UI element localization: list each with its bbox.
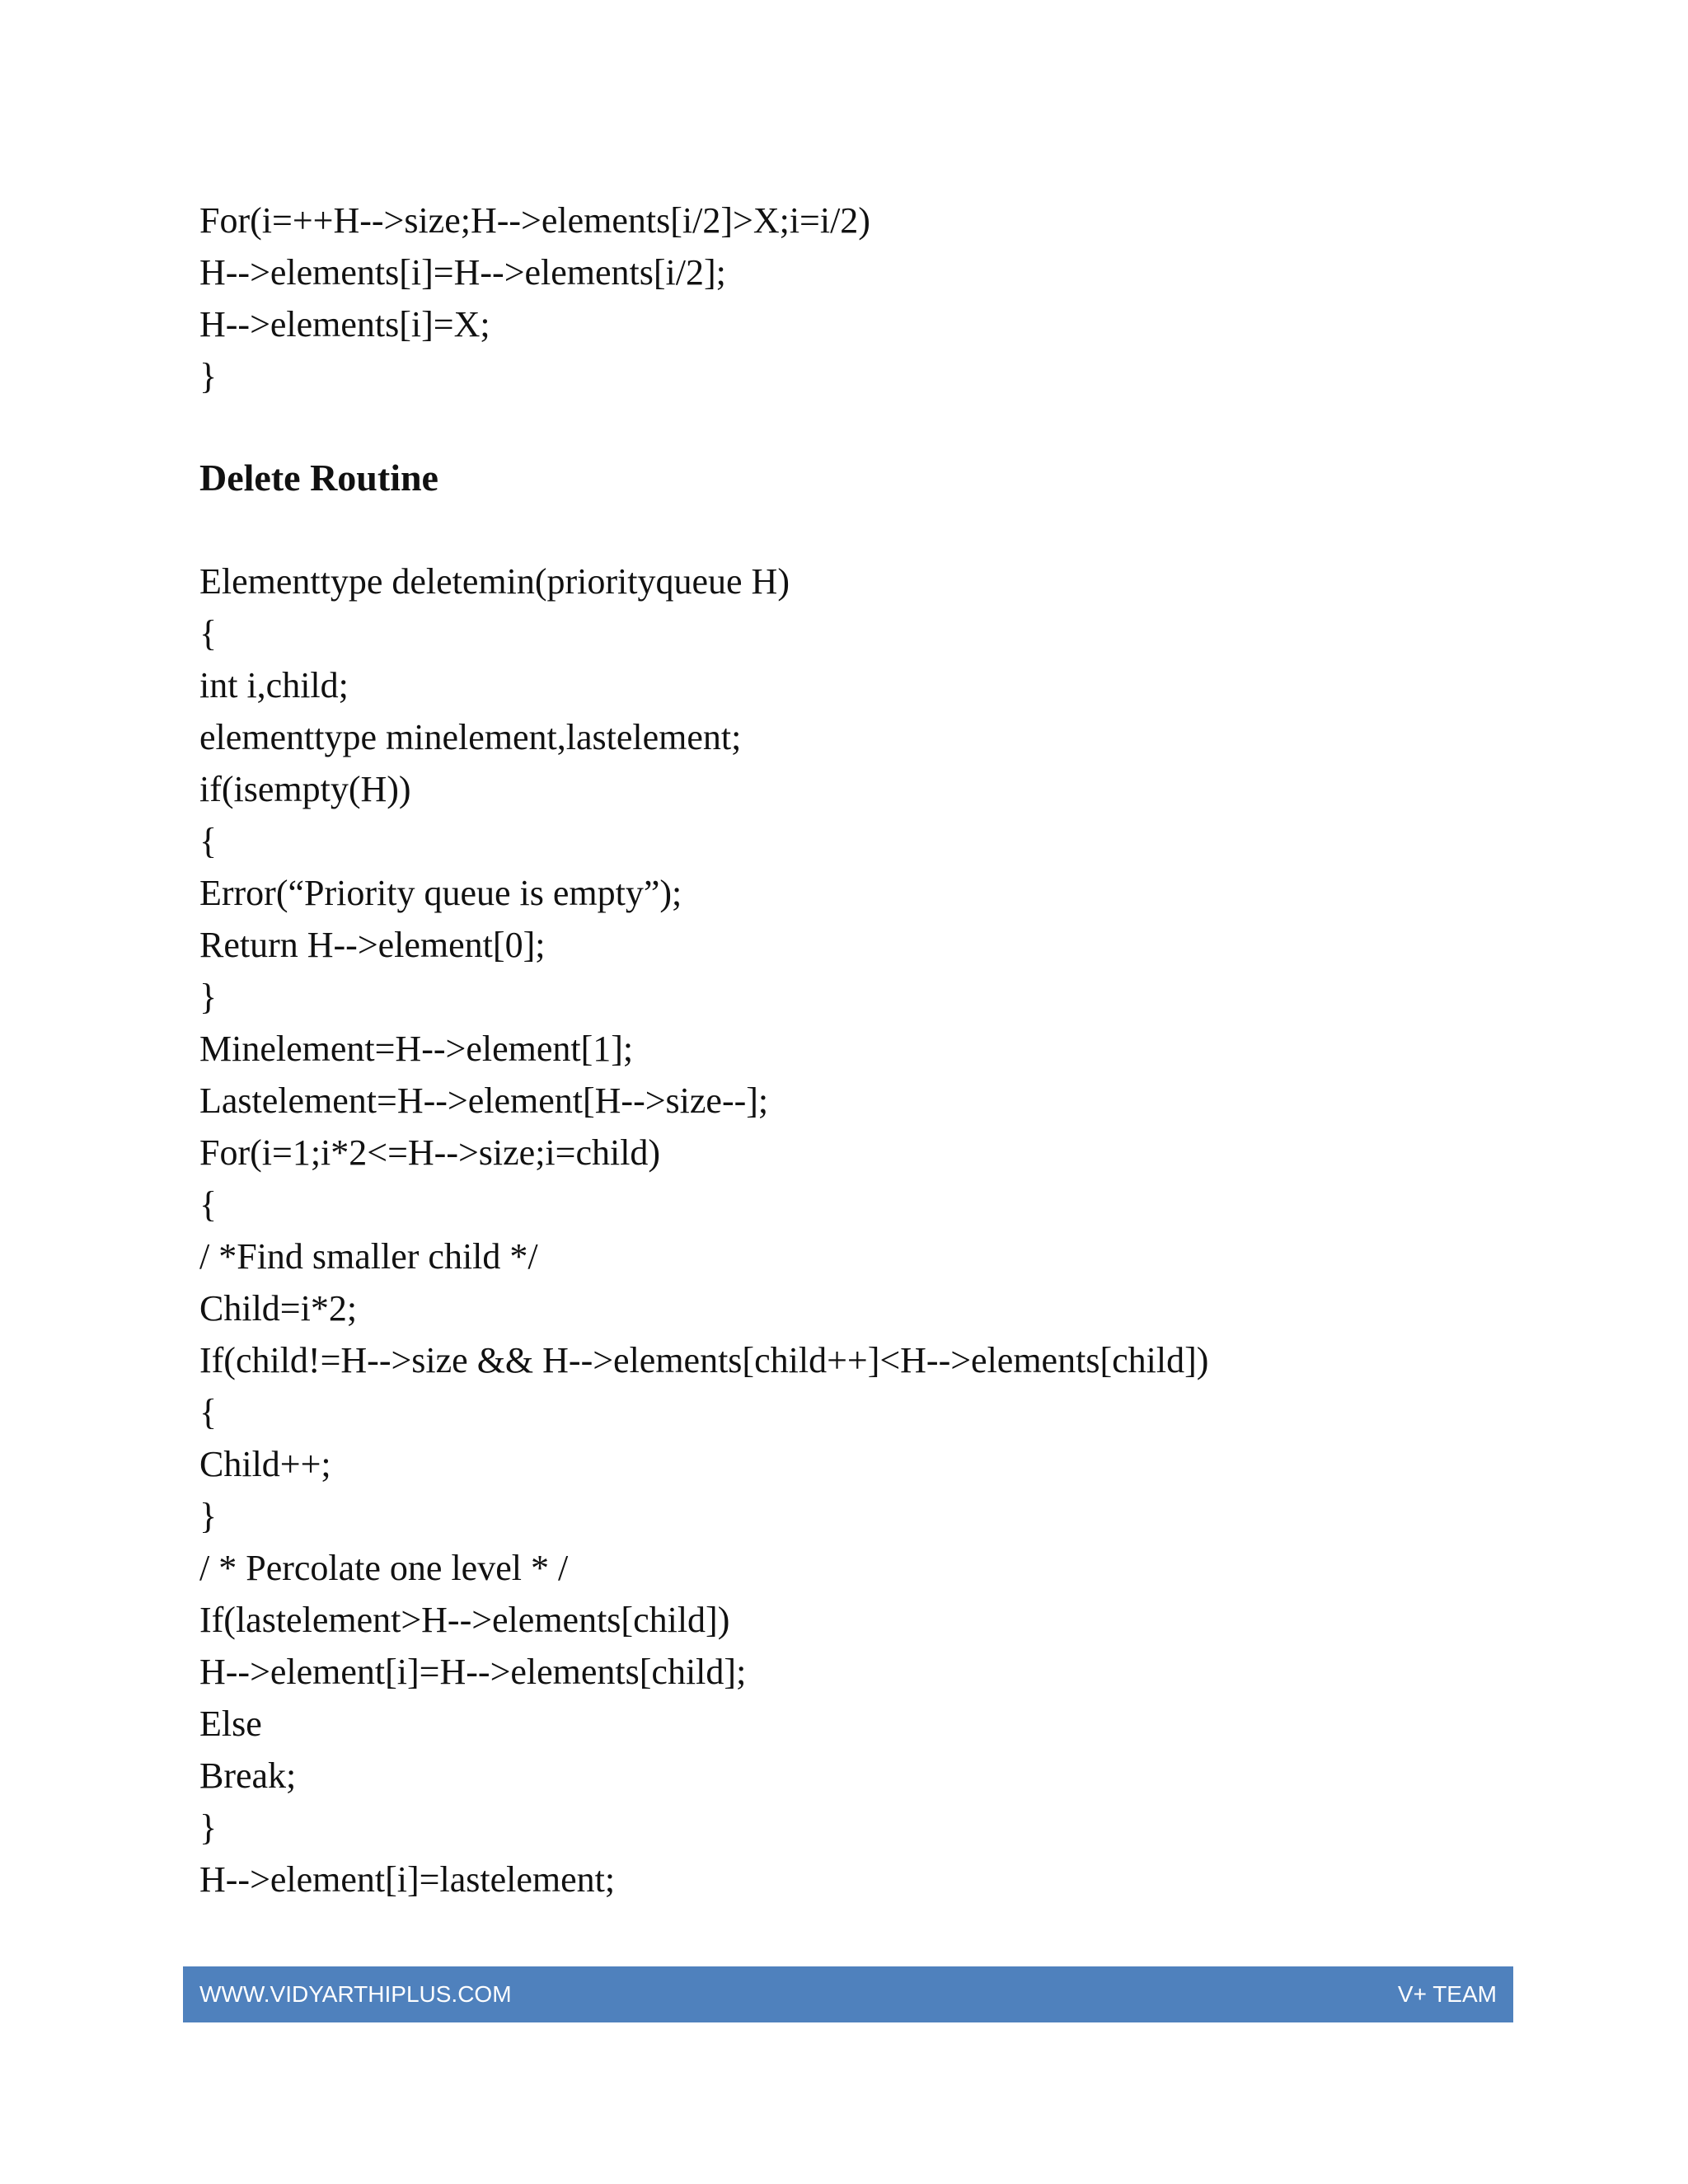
code-line: { [199,613,218,654]
footer-team: V+ TEAM [1397,1981,1497,2007]
code-line: int i,child; [199,665,349,705]
code-line: For(i=1;i*2<=H-->size;i=child) [199,1132,661,1173]
code-line: H-->element[i]=H-->elements[child]; [199,1652,747,1692]
footer-bar [183,1966,1513,2022]
code-line: H-->elements[i]=H-->elements[i/2]; [199,252,726,293]
code-line: If(child!=H-->size && H-->elements[child++]<H-->elements[child]) [199,1340,1209,1380]
code-line: Else [199,1704,262,1744]
code-line: { [199,1184,218,1225]
code-line: { [199,1392,218,1432]
code-line: / *Find smaller child */ [199,1236,538,1277]
footer-website: WWW.VIDYARTHIPLUS.COM [199,1981,512,2007]
code-line: For(i=++H-->size;H-->elements[i/2]>X;i=i/2) [199,200,870,241]
code-line: } [199,1807,218,1848]
code-line: Child=i*2; [199,1288,358,1329]
code-line: Error(“Priority queue is empty”); [199,873,682,913]
code-line: Lastelement=H-->element[H-->size--]; [199,1080,769,1121]
code-line: H-->element[i]=lastelement; [199,1859,616,1900]
code-line: Elementtype deletemin(priorityqueue H) [199,561,790,602]
code-line: Return H-->element[0]; [199,925,546,965]
code-line: } [199,356,218,396]
code-line: / * Percolate one level * / [199,1548,569,1588]
code-line: If(lastelement>H-->elements[child]) [199,1600,730,1640]
code-line: } [199,977,218,1017]
section-heading: Delete Routine [199,457,438,499]
code-line: Break; [199,1755,297,1796]
code-line: { [199,821,218,861]
code-line: H-->elements[i]=X; [199,304,490,344]
code-line: Minelement=H-->element[1]; [199,1029,634,1069]
code-line: Child++; [199,1444,331,1484]
code-line: elementtype minelement,lastelement; [199,717,742,757]
code-line: if(isempty(H)) [199,769,411,809]
code-line: } [199,1496,218,1536]
